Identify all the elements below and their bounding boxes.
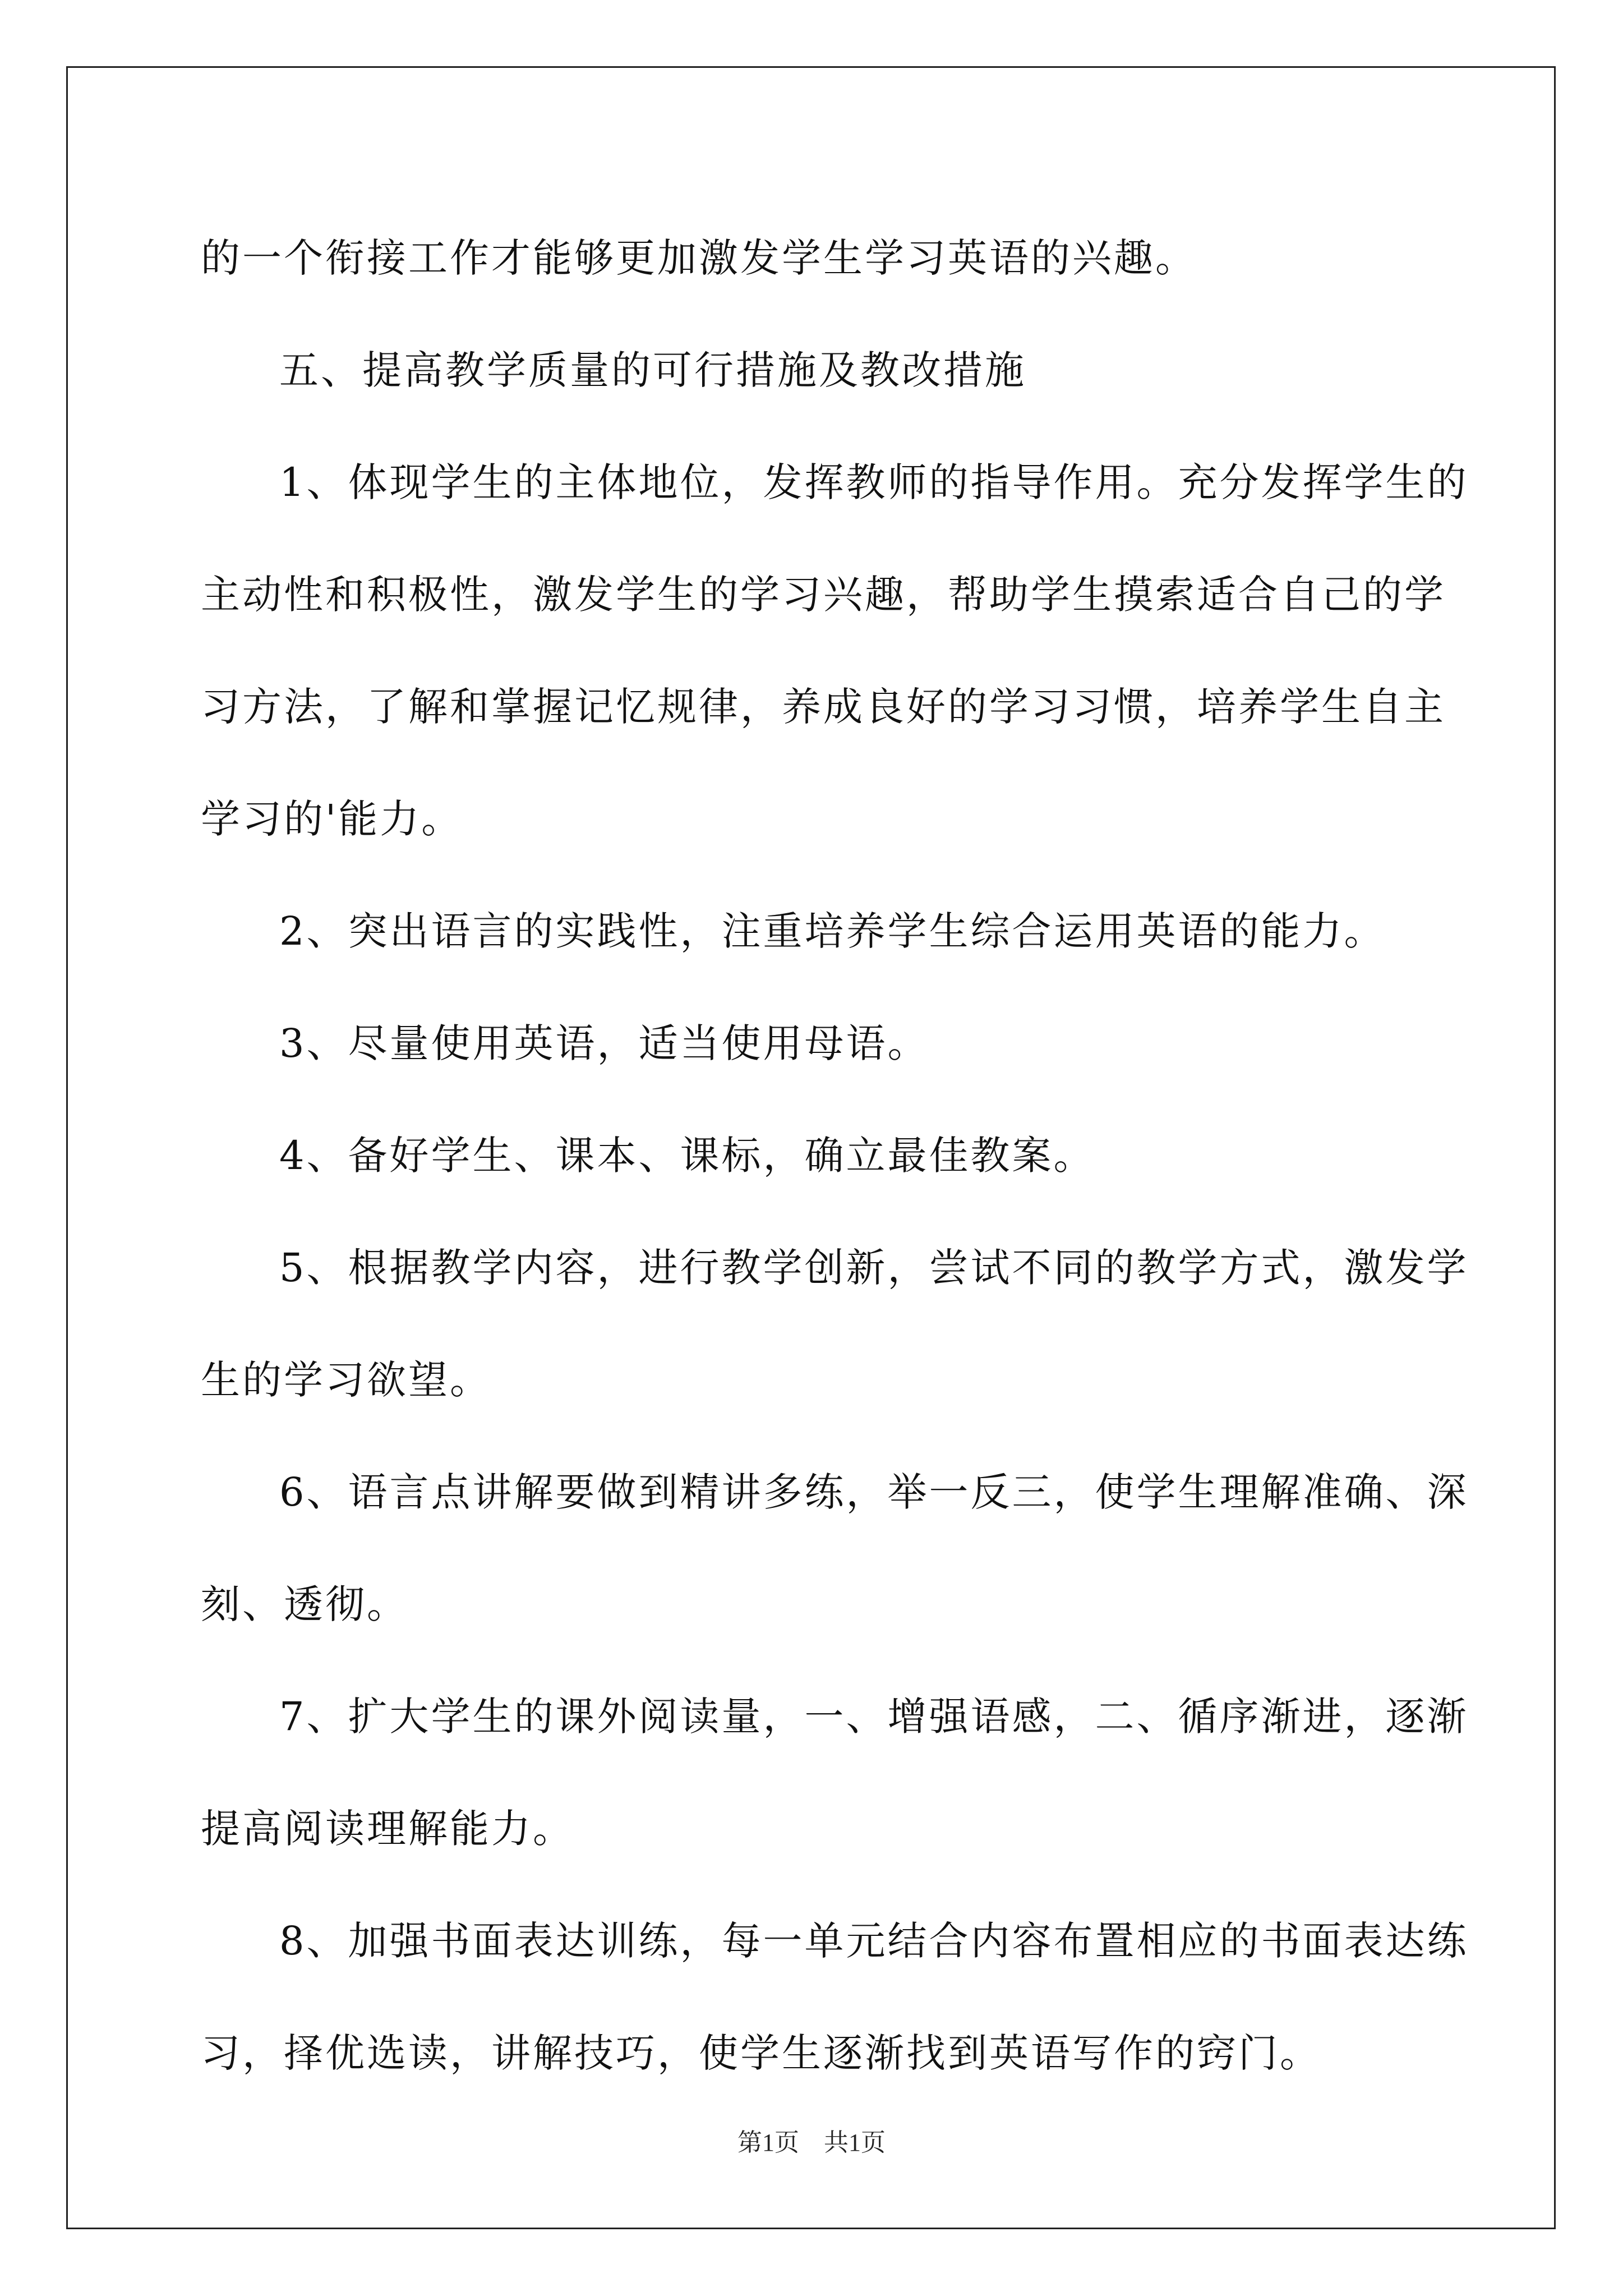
text-line: 1、体现学生的主体地位，发挥教师的指导作用。充分发挥学生的 [279,459,1469,505]
text-line: 刻、透彻。 [201,1581,408,1627]
text-line: 生的学习欲望。 [201,1357,491,1403]
page-footer: 第1页 共1页 [737,2129,886,2156]
text-line: 6、语言点讲解要做到精讲多练，举一反三，使学生理解准确、深 [279,1469,1469,1515]
text-line: 2、突出语言的实践性，注重培养学生综合运用英语的能力。 [279,908,1386,954]
section-heading: 五、提高教学质量的可行措施及教改措施 [279,347,1026,393]
text-line: 习方法，了解和掌握记忆规律，养成良好的学习习惯，培养学生自主 [201,684,1446,730]
text-line: 主动性和积极性，激发学生的学习兴趣，帮助学生摸索适合自己的学 [201,572,1446,618]
text-line: 习，择优选读，讲解技巧，使学生逐渐找到英语写作的窍门。 [201,2030,1321,2076]
text-line: 学习的'能力。 [201,796,463,842]
document-body [201,202,1469,2109]
text-line: 提高阅读理解能力。 [201,1806,574,1852]
text-line: 4、备好学生、课本、课标，确立最佳教案。 [279,1133,1095,1179]
text-line: 3、尽量使用英语，适当使用母语。 [279,1020,929,1066]
text-line: 的一个衔接工作才能够更加激发学生学习英语的兴趣。 [201,235,1197,281]
text-line: 8、加强书面表达训练，每一单元结合内容布置相应的书面表达练 [279,1918,1469,1964]
text-line: 7、扩大学生的课外阅读量，一、增强语感，二、循序渐进，逐渐 [279,1694,1469,1740]
text-line: 5、根据教学内容，进行教学创新，尝试不同的教学方式，激发学 [279,1245,1469,1291]
